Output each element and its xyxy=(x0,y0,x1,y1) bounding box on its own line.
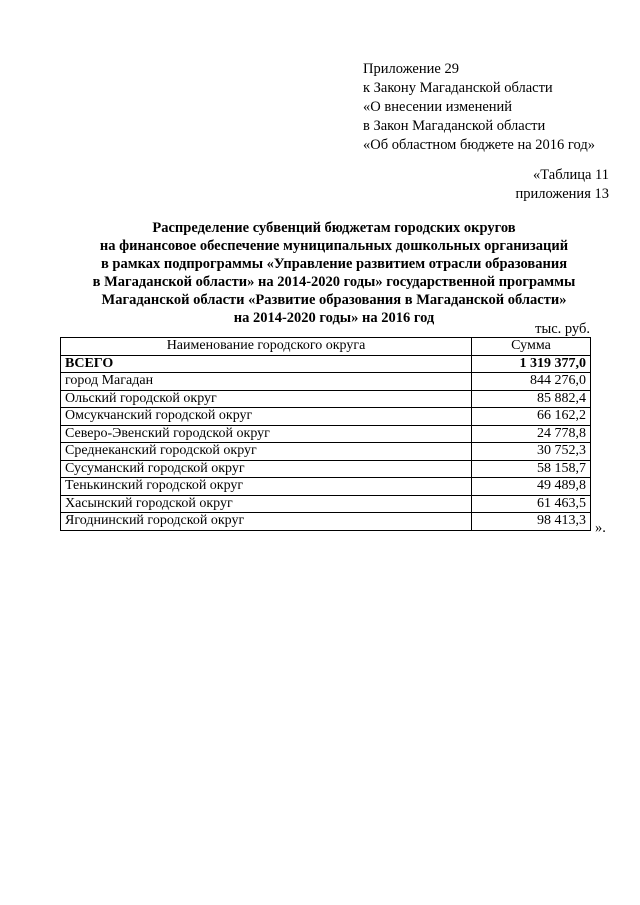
district-sum: 66 162,2 xyxy=(472,408,591,426)
header-name: Наименование городского округа xyxy=(61,338,472,356)
table-reference xyxy=(516,166,609,204)
table-row xyxy=(61,373,591,391)
title-line: Распределение субвенций бюджетам городских округов xyxy=(152,220,516,236)
district-sum: 98 413,3 xyxy=(472,513,591,531)
units-label: тыс. руб. xyxy=(535,321,590,337)
table-reference-line: «Таблица 11 xyxy=(533,167,609,183)
closing-quote-mark: ». xyxy=(595,520,606,536)
district-sum: 30 752,3 xyxy=(472,443,591,461)
district-name: город Магадан xyxy=(61,373,472,391)
annex-line: «Об областном бюджете на 2016 год» xyxy=(363,137,595,153)
district-sum: 61 463,5 xyxy=(472,495,591,513)
document-title xyxy=(60,219,608,327)
district-sum: 85 882,4 xyxy=(472,390,591,408)
table-row xyxy=(61,425,591,443)
table-row xyxy=(61,478,591,496)
district-name: Сусуманский городской округ xyxy=(61,460,472,478)
title-line: на 2014-2020 годы» на 2016 год xyxy=(233,310,435,326)
table-row xyxy=(61,390,591,408)
table-row xyxy=(61,460,591,478)
title-line: Магаданской области «Развитие образования в Магаданской области» xyxy=(101,292,567,308)
table-row xyxy=(61,495,591,513)
district-sum: 58 158,7 xyxy=(472,460,591,478)
district-name: Ягоднинский городской округ xyxy=(61,513,472,531)
annex-line: Приложение 29 xyxy=(363,61,459,77)
district-name: Омсукчанский городской округ xyxy=(61,408,472,426)
table-reference-line: приложения 13 xyxy=(515,186,609,202)
district-sum: 49 489,8 xyxy=(472,478,591,496)
table-row xyxy=(61,513,591,531)
table-row xyxy=(61,443,591,461)
district-sum: 24 778,8 xyxy=(472,425,591,443)
district-sum: 844 276,0 xyxy=(472,373,591,391)
title-line: на финансовое обеспечение муниципальных дошкольных организаций xyxy=(99,238,569,254)
district-name: Среднеканский городской округ xyxy=(61,443,472,461)
total-row xyxy=(61,355,591,373)
title-line: в рамках подпрограммы «Управление развитием отрасли образования xyxy=(100,256,568,272)
annex-reference xyxy=(363,60,595,155)
district-name: Тенькинский городской округ xyxy=(61,478,472,496)
title-line: в Магаданской области» на 2014-2020 годы» государственной программы xyxy=(92,274,576,290)
table-row xyxy=(61,408,591,426)
district-name: Ольский городской округ xyxy=(61,390,472,408)
annex-line: к Закону Магаданской области xyxy=(363,80,553,96)
district-name: Северо-Эвенский городской округ xyxy=(61,425,472,443)
annex-line: в Закон Магаданской области xyxy=(363,118,546,134)
annex-line: «О внесении изменений xyxy=(363,99,513,115)
total-sum: 1 319 377,0 xyxy=(472,355,591,373)
header-sum: Сумма xyxy=(472,338,591,356)
total-label: ВСЕГО xyxy=(61,355,472,373)
district-name: Хасынский городской округ xyxy=(61,495,472,513)
distribution-table xyxy=(60,337,591,531)
table-header-row xyxy=(61,338,591,356)
